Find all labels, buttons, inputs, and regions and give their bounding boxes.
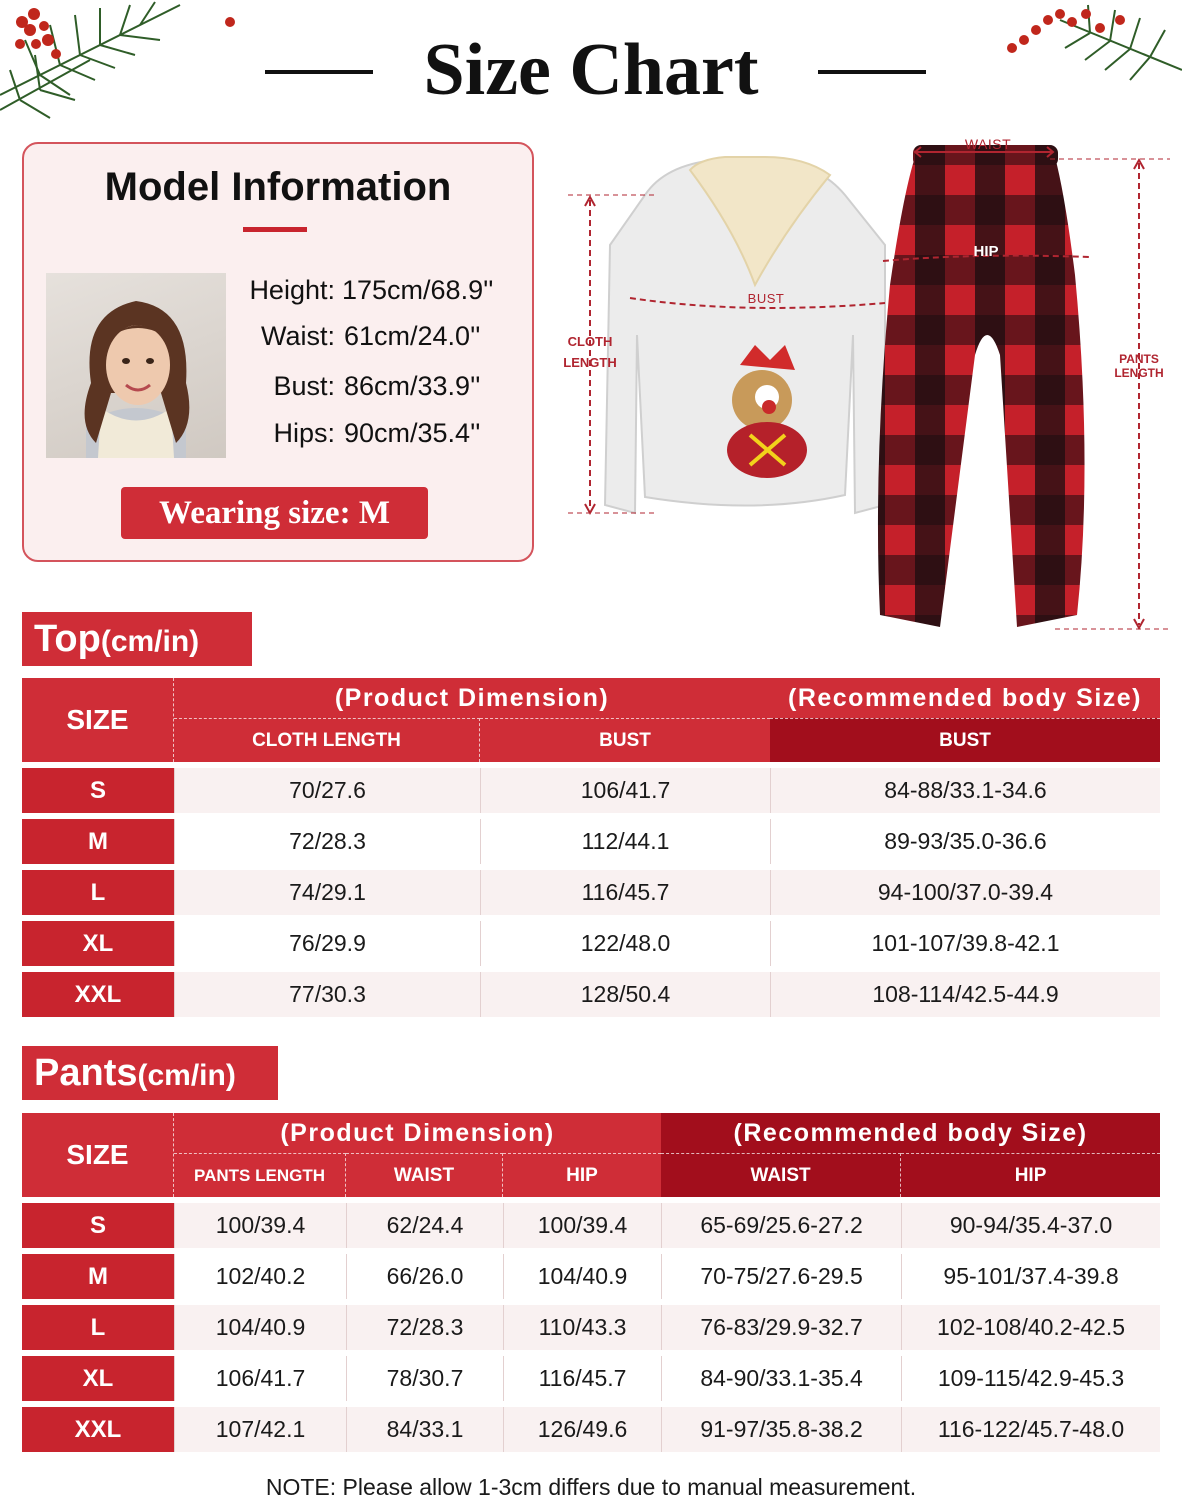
value-cell: 110/43.3: [503, 1305, 661, 1350]
size-cell: S: [22, 768, 174, 813]
value-cell: 84/33.1: [346, 1407, 503, 1452]
size-cell: XXL: [22, 1407, 174, 1452]
table-row: [22, 819, 1160, 864]
top-col-rec-bust: BUST: [770, 718, 1160, 762]
pants-size-table: [22, 1113, 1160, 1452]
pants-tag-unit: (cm/in): [137, 1059, 236, 1092]
value-cell: 84-90/33.1-35.4: [661, 1356, 901, 1401]
pants-col-hip: HIP: [503, 1153, 661, 1197]
model-info-heading: Model Information: [104, 165, 452, 209]
table-row: [22, 1254, 1160, 1299]
value-cell: 72/28.3: [174, 819, 480, 864]
pants-size-header: SIZE: [22, 1113, 174, 1197]
stat-label-bust: Bust:: [273, 371, 335, 401]
pants-section-tag: [22, 1046, 278, 1100]
pants-product-group-header: (Product Dimension): [174, 1113, 661, 1153]
table-row: [22, 1305, 1160, 1350]
top-col-bust: BUST: [480, 718, 770, 762]
value-cell: 72/28.3: [346, 1305, 503, 1350]
top-tag-unit: (cm/in): [100, 625, 200, 658]
value-cell: 76/29.9: [174, 921, 480, 966]
size-cell: M: [22, 819, 174, 864]
value-cell: 84-88/33.1-34.6: [770, 768, 1160, 813]
value-cell: 89-93/35.0-36.6: [770, 819, 1160, 864]
value-cell: 106/41.7: [174, 1356, 346, 1401]
table-row: [22, 972, 1160, 1017]
table-row: [22, 921, 1160, 966]
pants-col-rec-hip: HIP: [901, 1153, 1160, 1197]
model-heading-underline: [243, 227, 307, 232]
value-cell: 109-115/42.9-45.3: [901, 1356, 1160, 1401]
sweater-illustration: [605, 157, 885, 513]
table-row: [22, 1203, 1160, 1248]
size-cell: M: [22, 1254, 174, 1299]
stat-label-hips: Hips:: [273, 418, 335, 448]
garment-diagram: [555, 135, 1182, 635]
top-recommended-group-header: (Recommended body Size): [770, 678, 1160, 718]
stat-value-waist: 61cm/24.0'': [344, 321, 481, 351]
size-cell: L: [22, 870, 174, 915]
top-size-table: [22, 678, 1160, 1017]
top-col-cloth-length: CLOTH LENGTH: [174, 718, 480, 762]
value-cell: 94-100/37.0-39.4: [770, 870, 1160, 915]
pants-tag-main: Pants: [34, 1052, 138, 1094]
title-rule-right: [818, 70, 926, 74]
size-cell: L: [22, 1305, 174, 1350]
value-cell: 107/42.1: [174, 1407, 346, 1452]
size-cell: XXL: [22, 972, 174, 1017]
stat-value-height: 175cm/68.9'': [342, 275, 494, 305]
value-cell: 102/40.2: [174, 1254, 346, 1299]
pants-length-label-line2: LENGTH: [1114, 366, 1164, 380]
stat-value-bust: 86cm/33.9'': [344, 371, 481, 401]
value-cell: 108-114/42.5-44.9: [770, 972, 1160, 1017]
waist-measure-label: WAIST: [964, 136, 1012, 152]
value-cell: 102-108/40.2-42.5: [901, 1305, 1160, 1350]
value-cell: 70/27.6: [174, 768, 480, 813]
value-cell: 106/41.7: [480, 768, 770, 813]
value-cell: 70-75/27.6-29.5: [661, 1254, 901, 1299]
top-size-header: SIZE: [22, 678, 174, 762]
value-cell: 74/29.1: [174, 870, 480, 915]
value-cell: 112/44.1: [480, 819, 770, 864]
value-cell: 65-69/25.6-27.2: [661, 1203, 901, 1248]
stat-label-waist: Waist:: [261, 321, 335, 351]
value-cell: 95-101/37.4-39.8: [901, 1254, 1160, 1299]
pants-illustration: [878, 145, 1085, 627]
size-cell: S: [22, 1203, 174, 1248]
value-cell: 104/40.9: [503, 1254, 661, 1299]
table-row: [22, 870, 1160, 915]
hip-measure-label: HIP: [973, 243, 999, 260]
value-cell: 126/49.6: [503, 1407, 661, 1452]
page-title: Size Chart: [423, 29, 759, 111]
pants-col-rec-waist: WAIST: [661, 1153, 901, 1197]
value-cell: 78/30.7: [346, 1356, 503, 1401]
value-cell: 100/39.4: [174, 1203, 346, 1248]
size-cell: XL: [22, 921, 174, 966]
pants-length-label-line1: PANTS: [1119, 352, 1159, 366]
cloth-length-label-line1: CLOTH: [567, 334, 613, 349]
value-cell: 100/39.4: [503, 1203, 661, 1248]
wearing-size-badge: Wearing size: M: [121, 487, 428, 539]
value-cell: 91-97/35.8-38.2: [661, 1407, 901, 1452]
value-cell: 101-107/39.8-42.1: [770, 921, 1160, 966]
value-cell: 122/48.0: [480, 921, 770, 966]
table-row: [22, 1407, 1160, 1452]
stat-label-height: Height:: [249, 275, 335, 305]
value-cell: 116-122/45.7-48.0: [901, 1407, 1160, 1452]
top-product-group-header: (Product Dimension): [174, 678, 770, 718]
top-section-tag: [22, 612, 252, 666]
bust-measure-label: BUST: [747, 291, 785, 306]
value-cell: 62/24.4: [346, 1203, 503, 1248]
pants-col-waist: WAIST: [346, 1153, 503, 1197]
value-cell: 104/40.9: [174, 1305, 346, 1350]
table-row: [22, 1356, 1160, 1401]
pants-recommended-group-header: (Recommended body Size): [661, 1113, 1160, 1153]
pants-col-pants-length: PANTS LENGTH: [174, 1153, 346, 1197]
cloth-length-label-line2: LENGTH: [563, 355, 617, 370]
stat-value-hips: 90cm/35.4'': [344, 418, 481, 448]
value-cell: 76-83/29.9-32.7: [661, 1305, 901, 1350]
value-cell: 77/30.3: [174, 972, 480, 1017]
value-cell: 66/26.0: [346, 1254, 503, 1299]
top-tag-main: Top: [34, 618, 101, 660]
value-cell: 116/45.7: [480, 870, 770, 915]
table-row: [22, 768, 1160, 813]
value-cell: 90-94/35.4-37.0: [901, 1203, 1160, 1248]
value-cell: 116/45.7: [503, 1356, 661, 1401]
size-cell: XL: [22, 1356, 174, 1401]
measurement-note: NOTE: Please allow 1-3cm differs due to manual measurement.: [265, 1474, 917, 1500]
value-cell: 128/50.4: [480, 972, 770, 1017]
